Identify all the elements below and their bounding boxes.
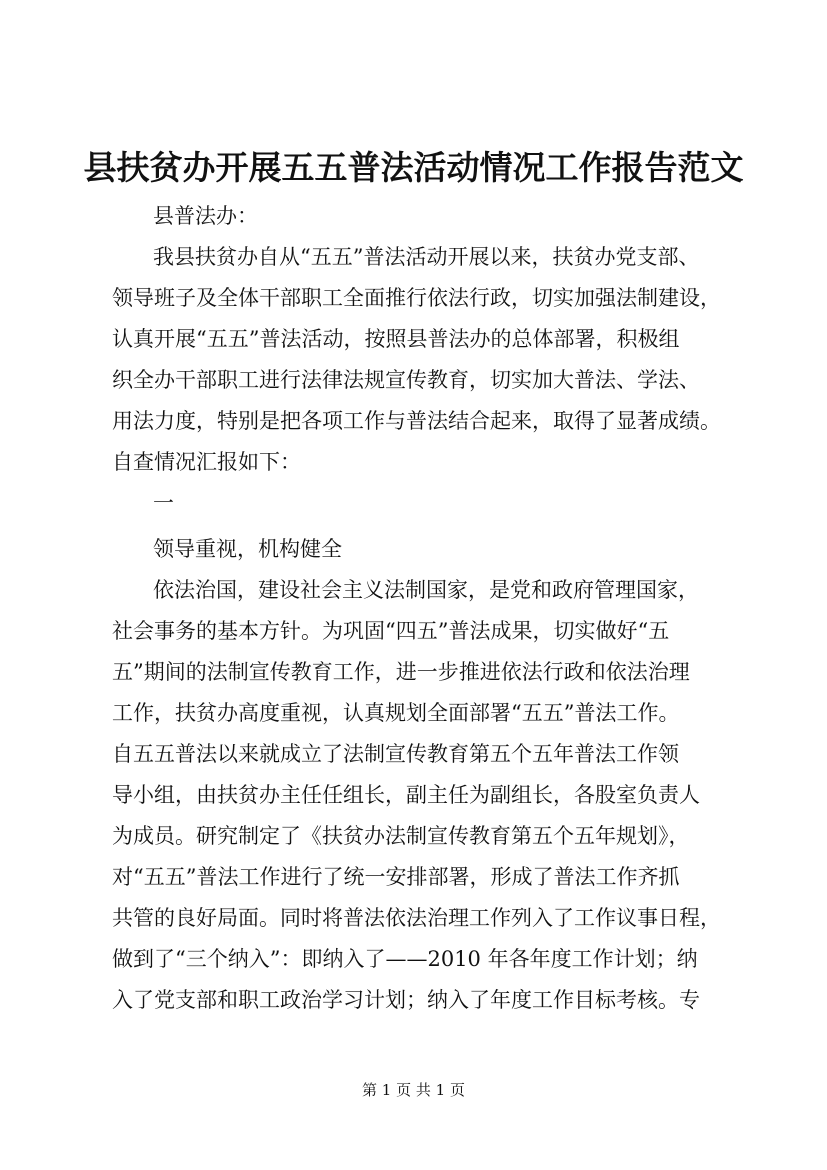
section-heading: 领导重视，机构健全 [153,537,342,561]
paragraph-line: 领导班子及全体干部职工全面推行依法行政，切实加强法制建设， [112,286,721,310]
paragraph-line: 织全办干部职工进行法律法规宣传教育，切实加大普法、学法、 [112,368,700,392]
paragraph-line: 五”期间的法制宣传教育工作，进一步推进依法行政和依法治理 [112,660,690,684]
paragraph-line: 社会事务的基本方针。为巩固“四五”普法成果，切实做好“五 [112,619,670,643]
paragraph-line: 入了党支部和职工政治学习计划；纳入了年度工作目标考核。专 [112,988,700,1012]
paragraph-line: 自查情况汇报如下： [112,450,301,474]
paragraph-line: 做到了“三个纳入”：即纳入了——2010 年各年度工作计划；纳 [112,947,698,971]
paragraph-line: 自五五普法以来就成立了法制宣传教育第五个五年普法工作领 [112,742,679,766]
section-number: 一 [153,491,174,515]
addressee: 县普法办： [153,204,258,228]
paragraph-line: 工作，扶贫办高度重视，认真规划全面部署“五五”普法工作。 [112,701,680,725]
paragraph-line: 共管的良好局面。同时将普法依法治理工作列入了工作议事日程， [112,906,721,930]
paragraph-line: 为成员。研究制定了《扶贫办法制宣传教育第五个五年规划》， [112,824,690,848]
document-title: 县扶贫办开展五五普法活动情况工作报告范文 [83,148,744,187]
paragraph-line: 对“五五”普法工作进行了统一安排部署，形成了普法工作齐抓 [112,865,680,889]
paragraph-line: 我县扶贫办自从“五五”普法活动开展以来，扶贫办党支部、 [153,245,700,269]
paragraph-line: 依法治国，建设社会主义法制国家，是党和政府管理国家， [153,578,699,602]
paragraph-line: 用法力度，特别是把各项工作与普法结合起来，取得了显著成绩。 [112,409,721,433]
page-number-footer: 第 1 页 共 1 页 [362,1081,465,1099]
paragraph-line: 导小组，由扶贫办主任任组长，副主任为副组长，各股室负责人 [112,783,700,807]
paragraph-line: 认真开展“五五”普法活动，按照县普法办的总体部署，积极组 [112,327,680,351]
